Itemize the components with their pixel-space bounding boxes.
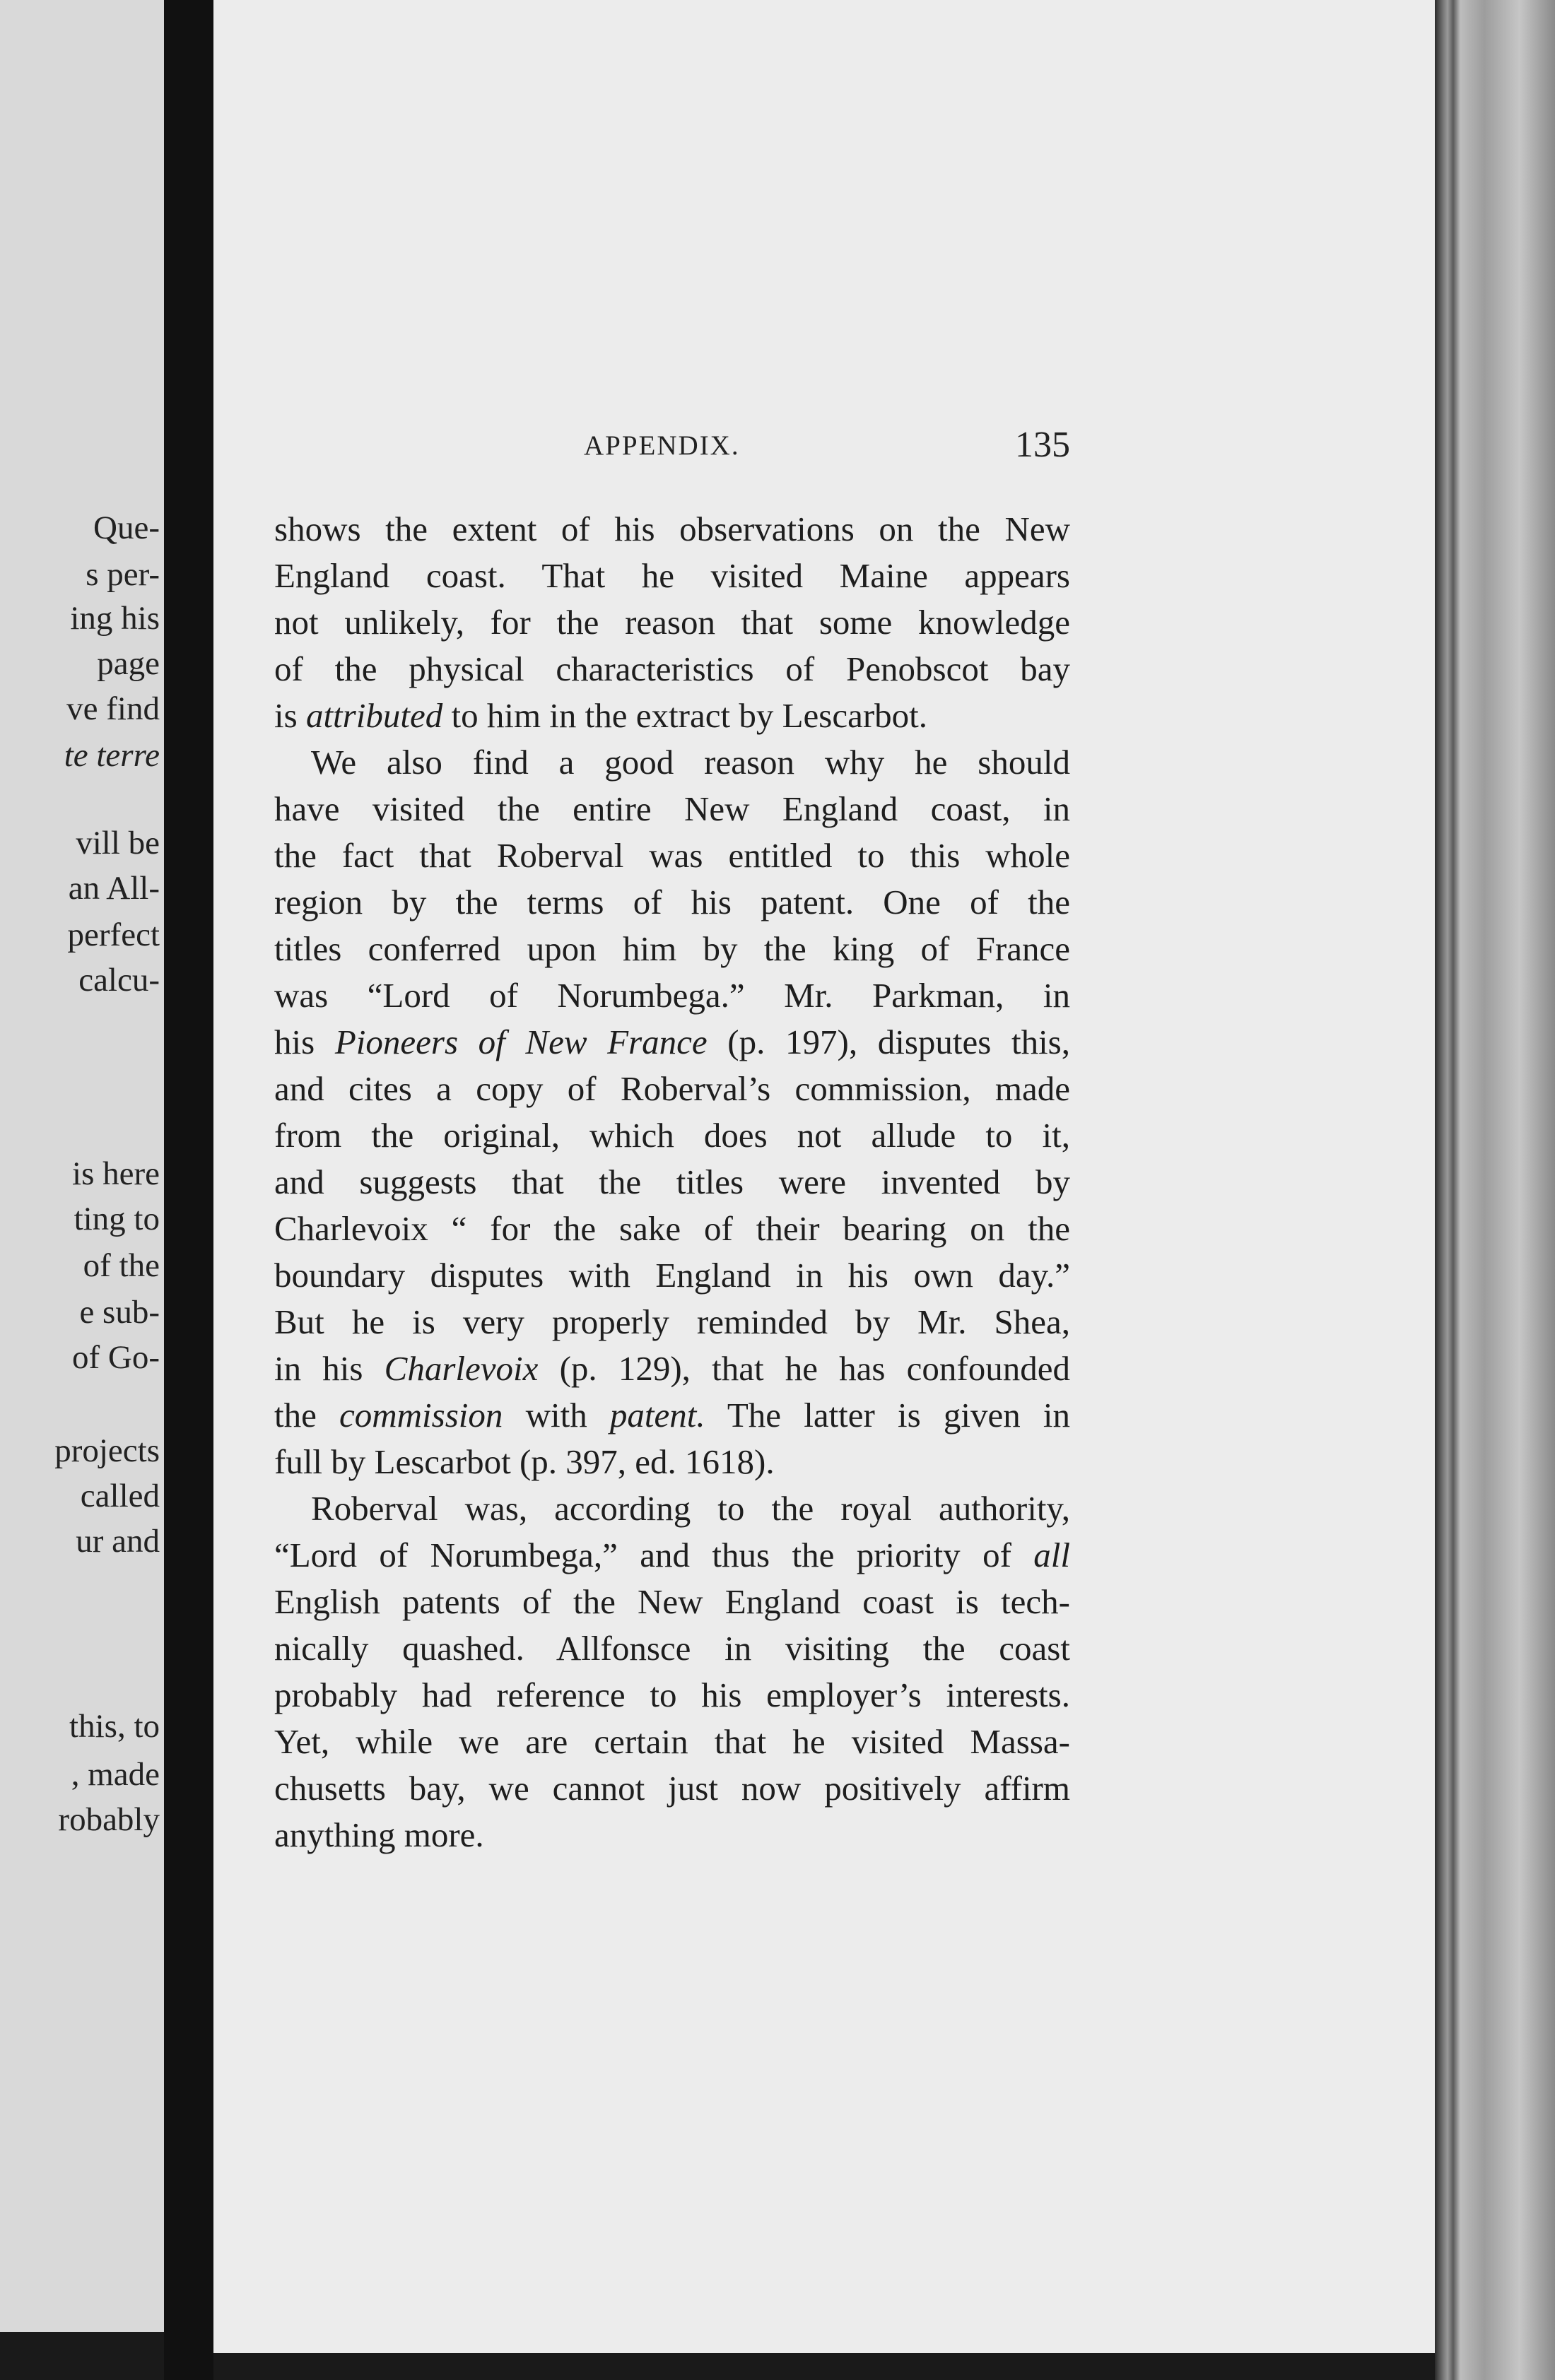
text-line [274, 1579, 1070, 1625]
running-head [274, 424, 1070, 466]
italic-run: patent. [609, 1396, 705, 1435]
italic-run: attributed [305, 696, 443, 735]
text-line [274, 553, 1070, 599]
text-line [274, 1439, 1070, 1485]
text-line [274, 1392, 1070, 1439]
text-run: (p. 129), that he has confounded [538, 1349, 1070, 1388]
left-page-line: perfect [67, 917, 160, 953]
text-line [274, 1485, 1070, 1532]
italic-run: Charlevoix [384, 1349, 539, 1388]
text-run: English patents of the New England coast is tech- [274, 1582, 1070, 1621]
text-run: in his [274, 1349, 385, 1388]
left-page-line: robably [58, 1801, 160, 1838]
left-page-line: called [80, 1478, 160, 1514]
left-page-line: projects [54, 1432, 160, 1469]
text-line [274, 1625, 1070, 1672]
left-page-line: ing his [70, 600, 160, 637]
text-run: Roberval was, according to the royal authority, [311, 1489, 1070, 1528]
book-gutter [164, 0, 213, 2380]
text-run: chusetts bay, we cannot just now positively affirm [274, 1769, 1070, 1808]
text-run: Yet, while we are certain that he visited Massa- [274, 1722, 1070, 1761]
text-run: was “Lord of Norumbega.” Mr. Parkman, in [274, 976, 1070, 1015]
text-run: have visited the entire New England coast, in [274, 789, 1070, 828]
italic-run: commission [339, 1396, 503, 1435]
italic-run: Pioneers of New France [334, 1023, 708, 1061]
left-page-line: s per- [86, 556, 160, 593]
text-line [274, 1066, 1070, 1112]
text-line [274, 1159, 1070, 1206]
text-line [274, 599, 1070, 646]
text-line [274, 926, 1070, 972]
text-line [274, 693, 1070, 739]
text-run: We also find a good reason why he should [311, 743, 1070, 782]
body-text [274, 506, 1070, 1858]
text-line [274, 646, 1070, 693]
text-line [274, 1252, 1070, 1299]
text-line [274, 832, 1070, 879]
text-run: of the physical characteristics of Penobscot bay [274, 649, 1070, 688]
text-line [274, 786, 1070, 832]
text-run: But he is very properly reminded by Mr. Shea, [274, 1302, 1070, 1341]
text-run: England coast. That he visited Maine appears [274, 556, 1070, 595]
text-run: not unlikely, for the reason that some knowledge [274, 603, 1070, 642]
left-page-line: page [97, 645, 160, 682]
italic-run: all [1033, 1536, 1070, 1574]
left-page-fragment [0, 0, 164, 2332]
text-run: from the original, which does not allude to it, [274, 1116, 1070, 1155]
left-page-line: of Go- [72, 1339, 160, 1376]
left-page-line: vill be [76, 825, 160, 861]
left-page-line: calcu- [78, 962, 160, 998]
text-run: to him in the extract by Lescarbot. [442, 696, 928, 735]
text-run: region by the terms of his patent. One of the [274, 883, 1070, 921]
text-run: Charlevoix “ for the sake of their bearing on the [274, 1209, 1070, 1248]
text-run: titles conferred upon him by the king of France [274, 929, 1070, 968]
left-page-line: is here [72, 1155, 160, 1192]
text-run: with [503, 1396, 610, 1435]
text-run: The latter is given in [705, 1396, 1070, 1435]
text-line [274, 1812, 1070, 1858]
left-page-line: , made [71, 1756, 160, 1793]
text-run: the fact that Roberval was entitled to this whole [274, 836, 1070, 875]
text-run: (p. 197), disputes this, [707, 1023, 1071, 1061]
left-page-line: of the [83, 1247, 160, 1284]
text-line [274, 1019, 1070, 1066]
text-line [274, 1532, 1070, 1579]
text-line [274, 1765, 1070, 1812]
text-line [274, 1345, 1070, 1392]
text-run: is [274, 696, 306, 735]
text-line [274, 972, 1070, 1019]
text-run: full by Lescarbot (p. 397, ed. 1618). [274, 1442, 775, 1481]
text-run: shows the extent of his observations on the New [274, 509, 1070, 548]
text-run: anything more. [274, 1815, 484, 1854]
text-run: his [274, 1023, 335, 1061]
left-page-line: ting to [74, 1201, 160, 1237]
page-number: 135 [1015, 425, 1070, 465]
text-line [274, 1672, 1070, 1719]
text-line [274, 1206, 1070, 1252]
left-page-line: ve find [66, 690, 160, 727]
text-run: “Lord of Norumbega,” and thus the priority of [274, 1536, 1034, 1574]
text-run: probably had reference to his employer’s interests. [274, 1675, 1070, 1714]
text-run: and suggests that the titles were invented by [274, 1162, 1070, 1201]
text-line [274, 1299, 1070, 1345]
left-page-line: an All- [68, 870, 160, 907]
left-page-line: ur and [76, 1523, 160, 1560]
left-page-line: this, to [69, 1708, 160, 1745]
text-line [274, 879, 1070, 926]
text-line [274, 1112, 1070, 1159]
text-line [274, 739, 1070, 786]
left-page-line: Que- [93, 509, 160, 546]
text-run: nically quashed. Allfonsce in visiting the coast [274, 1629, 1070, 1668]
text-line [274, 1719, 1070, 1765]
running-title: APPENDIX. [584, 430, 740, 461]
text-line [274, 506, 1070, 553]
left-page-line: e sub- [79, 1294, 160, 1331]
text-run: boundary disputes with England in his own day.” [274, 1256, 1070, 1295]
text-run: and cites a copy of Roberval’s commission, made [274, 1069, 1070, 1108]
text-run: the [274, 1396, 340, 1435]
left-page-line: te terre [64, 737, 160, 774]
page-edges [1435, 0, 1555, 2380]
